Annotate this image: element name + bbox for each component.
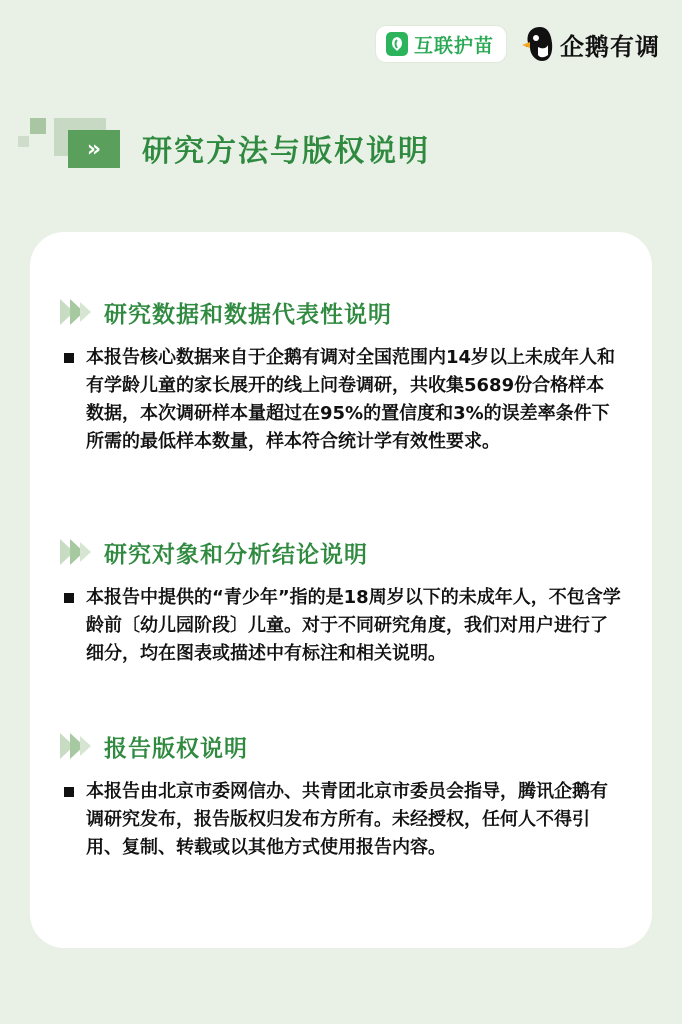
list-item <box>60 344 622 456</box>
section-body: 本报告核心数据来自于企鹅有调对全国范围内14岁以上未成年人和有学龄儿童的家长展开的线上问卷调研，共收集5689份合格样本数据，本次调研样本量超过在95%的置信度和3%的误差率条件下所需的最低样本数量，样本符合统计学有效性要求。 <box>86 347 616 452</box>
decor-square <box>30 118 46 134</box>
logo-bar <box>376 24 660 64</box>
section-header <box>60 534 622 570</box>
section-header <box>60 728 622 764</box>
content-card <box>30 232 652 948</box>
section-subjects <box>60 534 622 668</box>
section-copyright <box>60 728 622 862</box>
double-chevron-icon <box>60 539 94 565</box>
bullet-square-icon <box>64 593 74 603</box>
double-chevron-icon <box>60 733 94 759</box>
bullet-square-icon <box>64 787 74 797</box>
page-header <box>18 116 618 176</box>
penguin-icon <box>520 25 556 63</box>
section-data <box>60 294 622 456</box>
section-header <box>60 294 622 330</box>
brand-logo <box>520 25 660 63</box>
sprout-icon <box>386 32 408 56</box>
partner-logo-text: 互联护苗 <box>413 34 494 57</box>
section-title: 研究对象和分析结论说明 <box>104 541 368 568</box>
page-title: 研究方法与版权说明 <box>142 134 430 169</box>
list-item <box>60 584 622 668</box>
title-badge-icon: » <box>68 130 120 168</box>
section-title: 报告版权说明 <box>104 735 248 762</box>
bullet-square-icon <box>64 353 74 363</box>
double-chevron-icon <box>60 299 94 325</box>
decor-square <box>18 136 29 147</box>
partner-logo <box>376 26 506 62</box>
section-body: 本报告中提供的“青少年”指的是18周岁以下的未成年人，不包含学龄前〔幼儿园阶段〕儿童。对于不同研究角度，我们对用户进行了细分，均在图表或描述中有标注和相关说明。 <box>86 587 621 664</box>
section-title: 研究数据和数据代表性说明 <box>104 301 392 328</box>
brand-logo-text: 企鹅有调 <box>560 32 660 61</box>
section-body: 本报告由北京市委网信办、共青团北京市委员会指导，腾讯企鹅有调研究发布，报告版权归发布方所有。未经授权，任何人不得引用、复制、转载或以其他方式使用报告内容。 <box>86 781 608 858</box>
list-item <box>60 778 622 862</box>
